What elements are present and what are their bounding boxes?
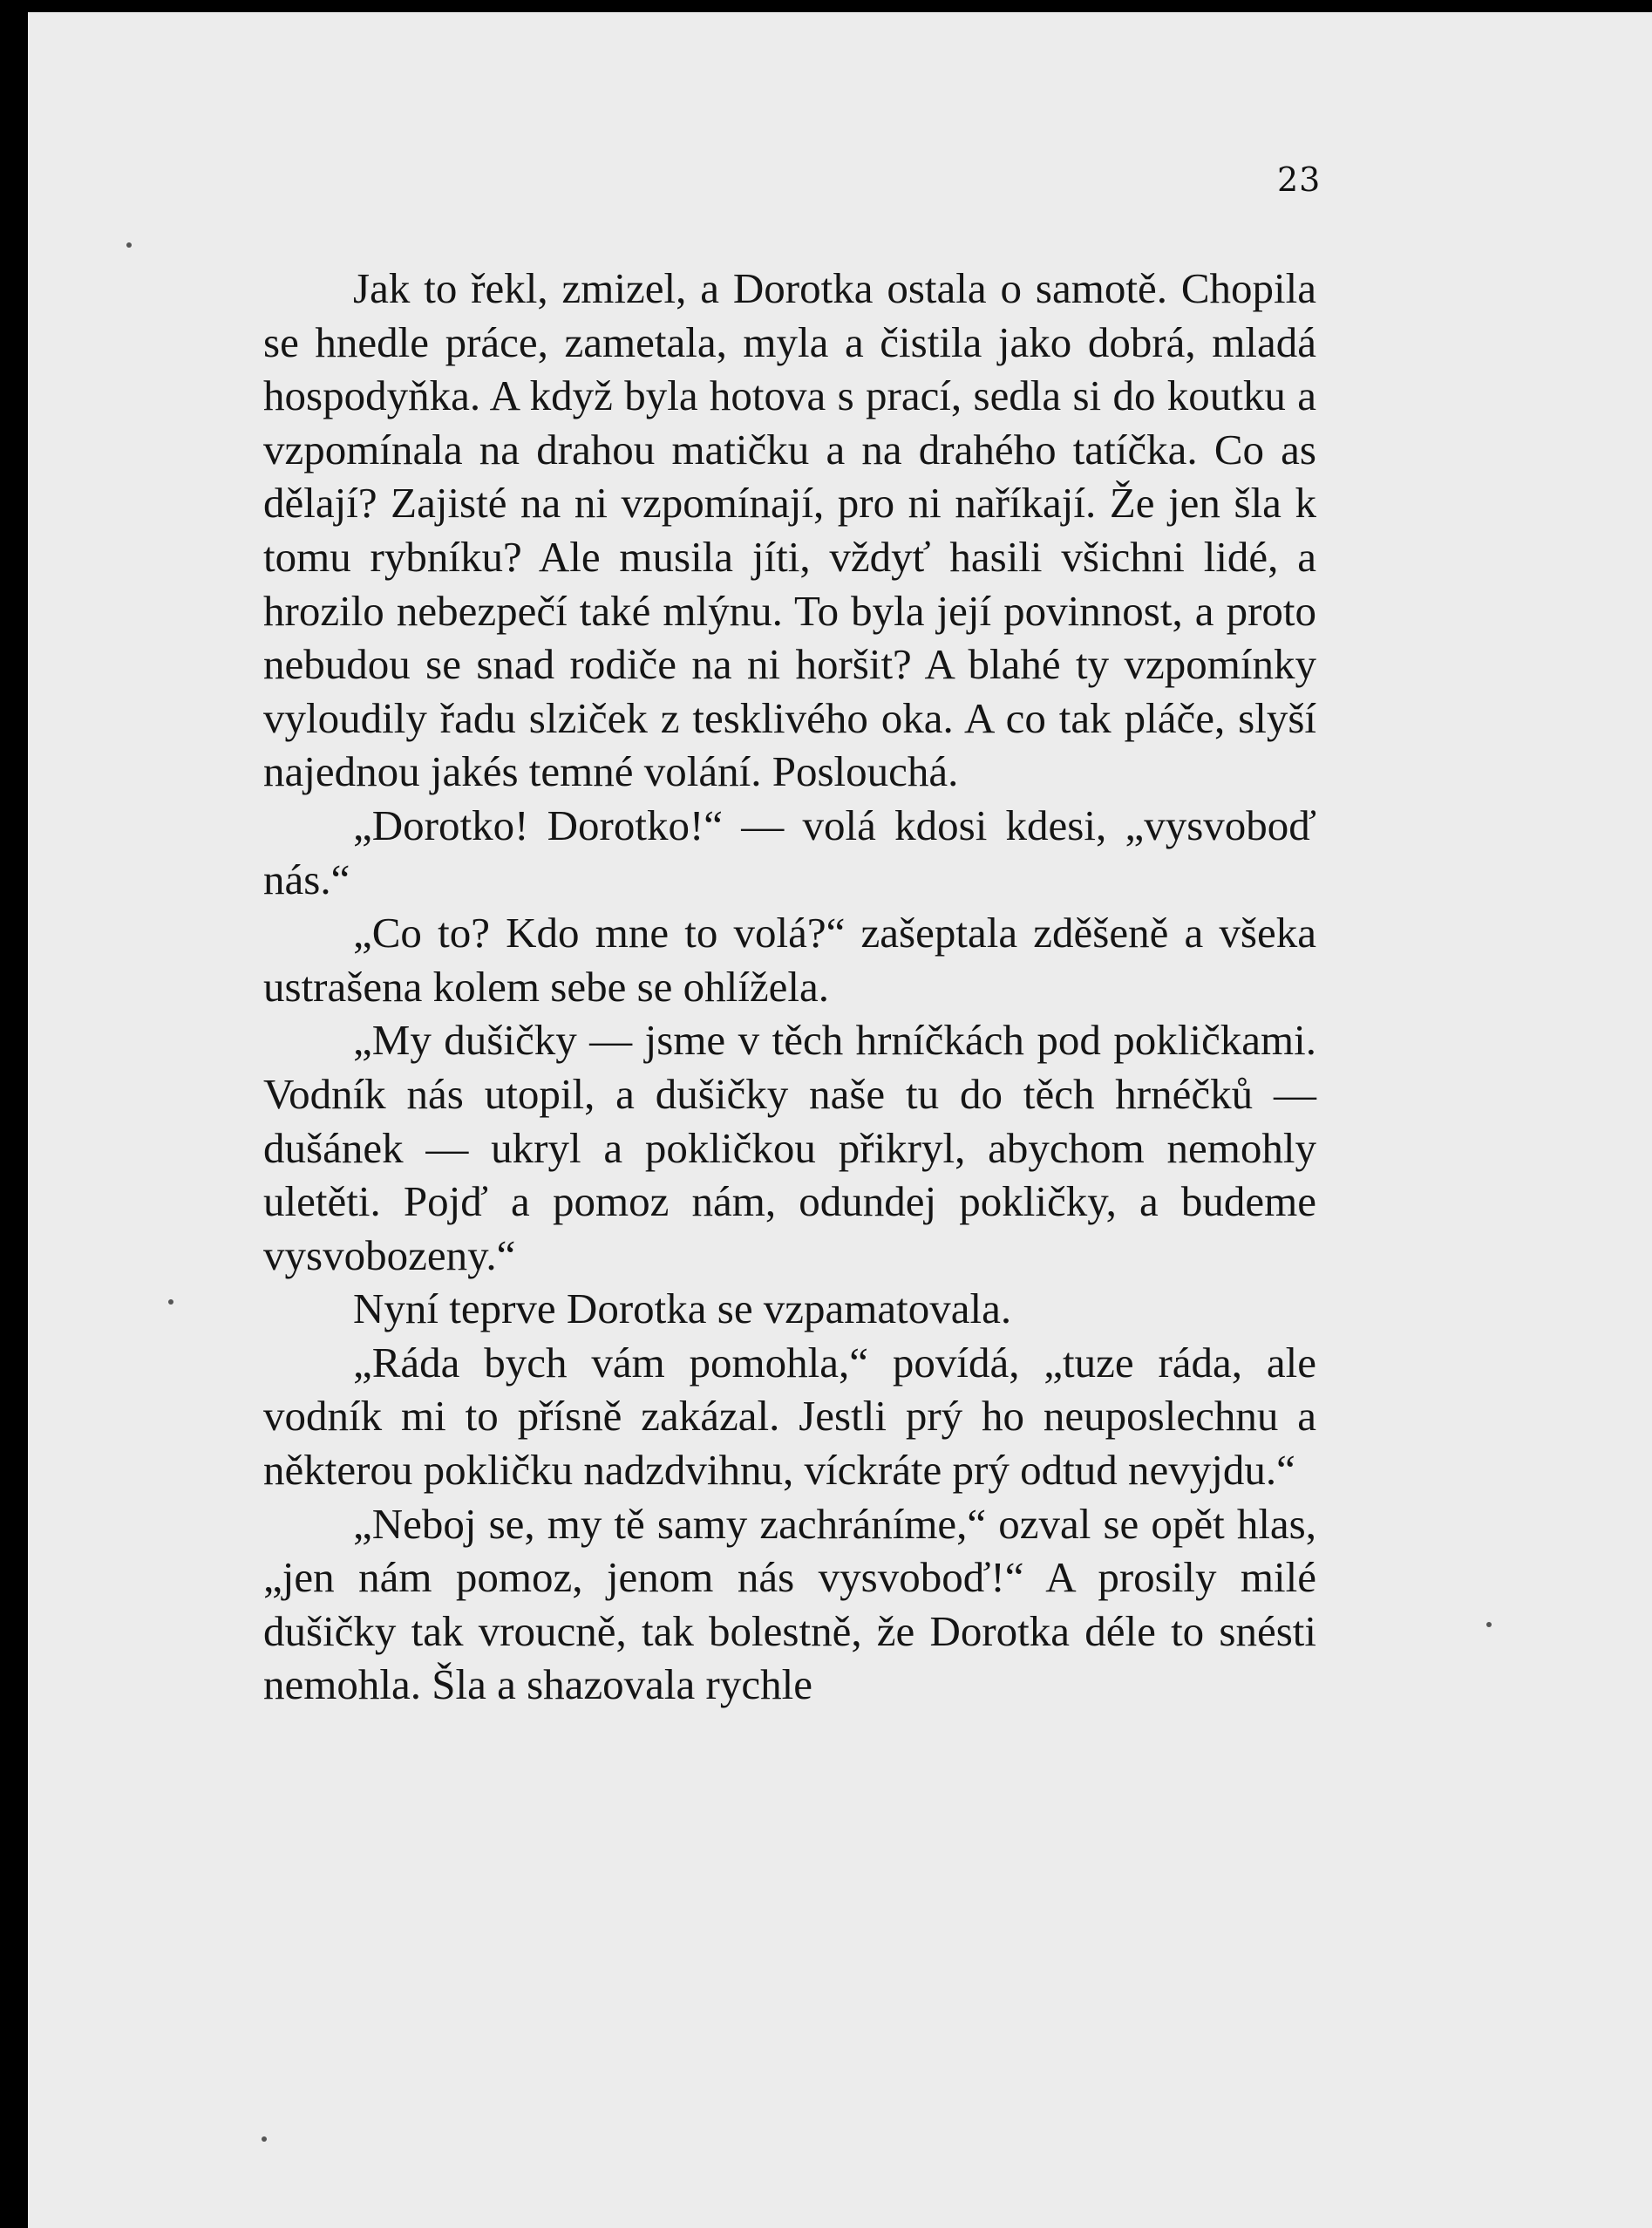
- paragraph: „My dušičky — jsme v těch hrníčkách pod pokličkami. Vodník nás utopil, a dušičky naše tu do těch hrnéčků — dušánek — ukryl a pokličkou přikryl, abychom nemohly uletěti. Pojď a pomoz nám, odundej pokličky, a budeme vysvobozeny.“: [263, 1016, 1316, 1279]
- paper-speck: [126, 242, 132, 248]
- paragraph: „Ráda bych vám pomohla,“ povídá, „tuze ráda, ale vodník mi to přísně zakázal. Jestli prý ho neuposlechnu a některou pokličku nadzdvihnu, víckráte prý odtud nevyjdu.“: [263, 1338, 1316, 1495]
- paragraph: „Neboj se, my tě samy zachráníme,“ ozval se opět hlas, „jen nám pomoz, jenom nás vysvoboď!“ A prosily milé dušičky tak vroucně, tak bolestně, že Dorotka déle to snésti nemohla. Šla a shazovala rychle: [263, 1499, 1316, 1709]
- paragraph: Jak to řekl, zmizel, a Dorotka ostala o samotě. Chopila se hnedle práce, zametala, myla a čistila jako dobrá, mladá hospodyňka. A když byla hotova s prací, sedla si do koutku a vzpomínala na drahou matičku a na drahého tatíčka. Co as dělají? Zajisté na ni vzpomínají, pro ni naříkají. Že jen šla k tomu rybníku? Ale musila jíti, vždyť hasili všichni lidé, a hrozilo nebezpečí také mlýnu. To byla její povinnost, a proto nebudou se snad rodiče na ni horšit? A blahé ty vzpomínky vyloudily řadu slziček z tesklivého oka. A co tak pláče, slyší najednou jakés temné volání. Poslouchá.: [263, 264, 1316, 796]
- page-number: 23: [1277, 160, 1322, 199]
- paper-speck: [1486, 1622, 1492, 1627]
- paragraph: „Co to? Kdo mne to volá?“ zašeptala zděšeně a všeka ustrašena kolem sebe se ohlížela.: [263, 909, 1316, 1011]
- paper-speck: [262, 2136, 267, 2142]
- paper-speck: [168, 1299, 173, 1305]
- page-text: [263, 262, 1316, 1712]
- paragraph: Nyní teprve Dorotka se vzpamatovala.: [353, 1284, 1012, 1333]
- book-binding-edge: [0, 12, 28, 2228]
- paragraph: „Dorotko! Dorotko!“ — volá kdosi kdesi, „vysvoboď nás.“: [263, 801, 1316, 903]
